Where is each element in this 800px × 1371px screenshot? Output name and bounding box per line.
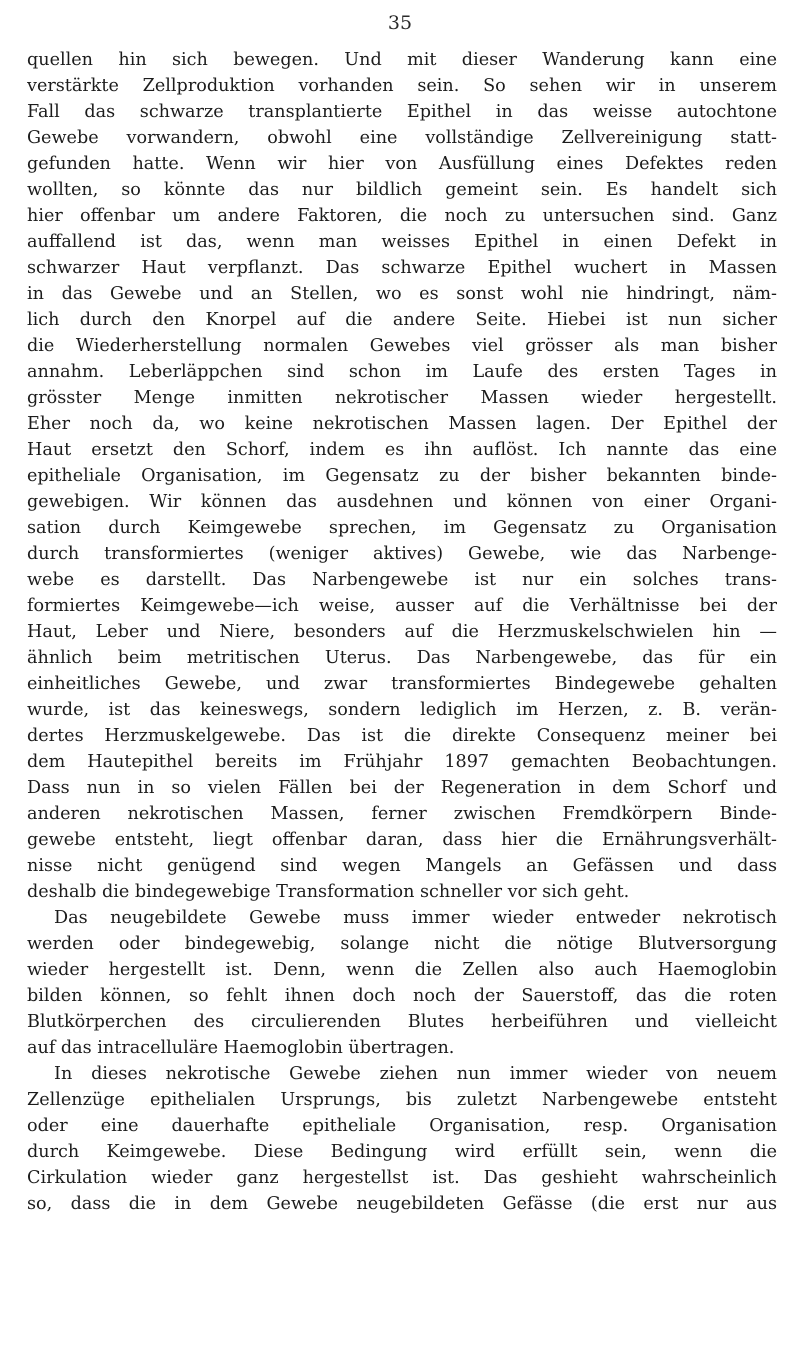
text-line: die Wiederherstellung normalen Gewebes viel grösser als man bisher <box>27 336 777 356</box>
text-line: wurde, ist das keineswegs, sondern lediglich im Herzen, z. B. verän- <box>27 700 777 720</box>
text-line: In dieses nekrotische Gewebe ziehen nun immer wieder von neuem <box>54 1064 777 1084</box>
text-lines <box>27 47 777 1217</box>
text-line: Fall das schwarze transplantierte Epithel in das weisse autochtone <box>27 102 777 122</box>
text-line: oder eine dauerhafte epitheliale Organisation, resp. Organisation <box>27 1116 777 1136</box>
text-line: webe es darstellt. Das Narbengewebe ist nur ein solches trans- <box>27 570 777 590</box>
text-line: dertes Herzmuskelgewebe. Das ist die direkte Consequenz meiner bei <box>27 726 777 746</box>
text-line: auffallend ist das, wenn man weisses Epithel in einen Defekt in <box>27 232 777 252</box>
text-line: lich durch den Knorpel auf die andere Seite. Hiebei ist nun sicher <box>27 310 777 330</box>
text-line: Haut ersetzt den Schorf, indem es ihn auflöst. Ich nannte das eine <box>27 440 777 460</box>
text-line: gewebe entsteht, liegt offenbar daran, dass hier die Ernährungsverhält- <box>27 830 777 850</box>
text-line: so, dass die in dem Gewebe neugebildeten Gefässe (die erst nur aus <box>27 1194 777 1214</box>
text-line: deshalb die bindegewebige Transformation schneller vor sich geht. <box>27 882 630 902</box>
text-line: ähnlich beim metritischen Uterus. Das Narbengewebe, das für ein <box>27 648 777 668</box>
text-line: anderen nekrotischen Massen, ferner zwischen Fremdkörpern Binde- <box>27 804 777 824</box>
text-line: Gewebe vorwandern, obwohl eine vollständige Zellvereinigung statt- <box>27 128 777 148</box>
text-line: wollten, so könnte das nur bildlich gemeint sein. Es handelt sich <box>27 180 777 200</box>
text-line: einheitliches Gewebe, und zwar transformiertes Bindegewebe gehalten <box>27 674 777 694</box>
text-line: in das Gewebe und an Stellen, wo es sonst wohl nie hindringt, näm- <box>27 284 777 304</box>
text-line: Cirkulation wieder ganz hergestellst ist. Das geshieht wahrscheinlich <box>27 1168 777 1188</box>
text-line: durch transformiertes (weniger aktives) Gewebe, wie das Narbenge- <box>27 544 777 564</box>
text-line: formiertes Keimgewebe—ich weise, ausser auf die Verhältnisse bei der <box>27 596 777 616</box>
text-line: wieder hergestellt ist. Denn, wenn die Zellen also auch Haemoglobin <box>27 960 777 980</box>
text-line: Dass nun in so vielen Fällen bei der Regeneration in dem Schorf und <box>27 778 777 798</box>
text-line: gewebigen. Wir können das ausdehnen und können von einer Organi- <box>27 492 777 512</box>
text-line: werden oder bindegewebig, solange nicht die nötige Blutversorgung <box>27 934 777 954</box>
text-line: Blutkörperchen des circulierenden Blutes herbeiführen und vielleicht <box>27 1012 777 1032</box>
text-line: grösster Menge inmitten nekrotischer Massen wieder hergestellt. <box>27 388 777 408</box>
text-line: annahm. Leberläppchen sind schon im Laufe des ersten Tages in <box>27 362 777 382</box>
text-line: durch Keimgewebe. Diese Bedingung wird erfüllt sein, wenn die <box>27 1142 777 1162</box>
body-text <box>27 47 777 1217</box>
text-line: epitheliale Organisation, im Gegensatz zu der bisher bekannten binde- <box>27 466 777 486</box>
text-line: schwarzer Haut verpflanzt. Das schwarze Epithel wuchert in Massen <box>27 258 777 278</box>
text-line: bilden können, so fehlt ihnen doch noch der Sauerstoff, das die roten <box>27 986 777 1006</box>
text-line: Haut, Leber und Niere, besonders auf die Herzmuskelschwielen hin — <box>27 622 777 642</box>
text-line: dem Hautepithel bereits im Frühjahr 1897 gemachten Beobachtungen. <box>27 752 777 772</box>
text-line: Das neugebildete Gewebe muss immer wieder entweder nekrotisch <box>54 908 777 928</box>
text-line: gefunden hatte. Wenn wir hier von Ausfüllung eines Defektes reden <box>27 154 777 174</box>
text-line: hier offenbar um andere Faktoren, die noch zu untersuchen sind. Ganz <box>27 206 777 226</box>
text-line: Eher noch da, wo keine nekrotischen Massen lagen. Der Epithel der <box>27 414 777 434</box>
text-line: quellen hin sich bewegen. Und mit dieser Wanderung kann eine <box>27 50 777 70</box>
text-line: nisse nicht genügend sind wegen Mangels an Gefässen und dass <box>27 856 777 876</box>
text-line: sation durch Keimgewebe sprechen, im Gegensatz zu Organisation <box>27 518 777 538</box>
text-line: verstärkte Zellproduktion vorhanden sein. So sehen wir in unserem <box>27 76 777 96</box>
text-line: Zellenzüge epithelialen Ursprungs, bis zuletzt Narbengewebe entsteht <box>27 1090 777 1110</box>
page-number: 35 <box>387 12 413 34</box>
text-line: auf das intracelluläre Haemoglobin übertragen. <box>27 1038 455 1058</box>
